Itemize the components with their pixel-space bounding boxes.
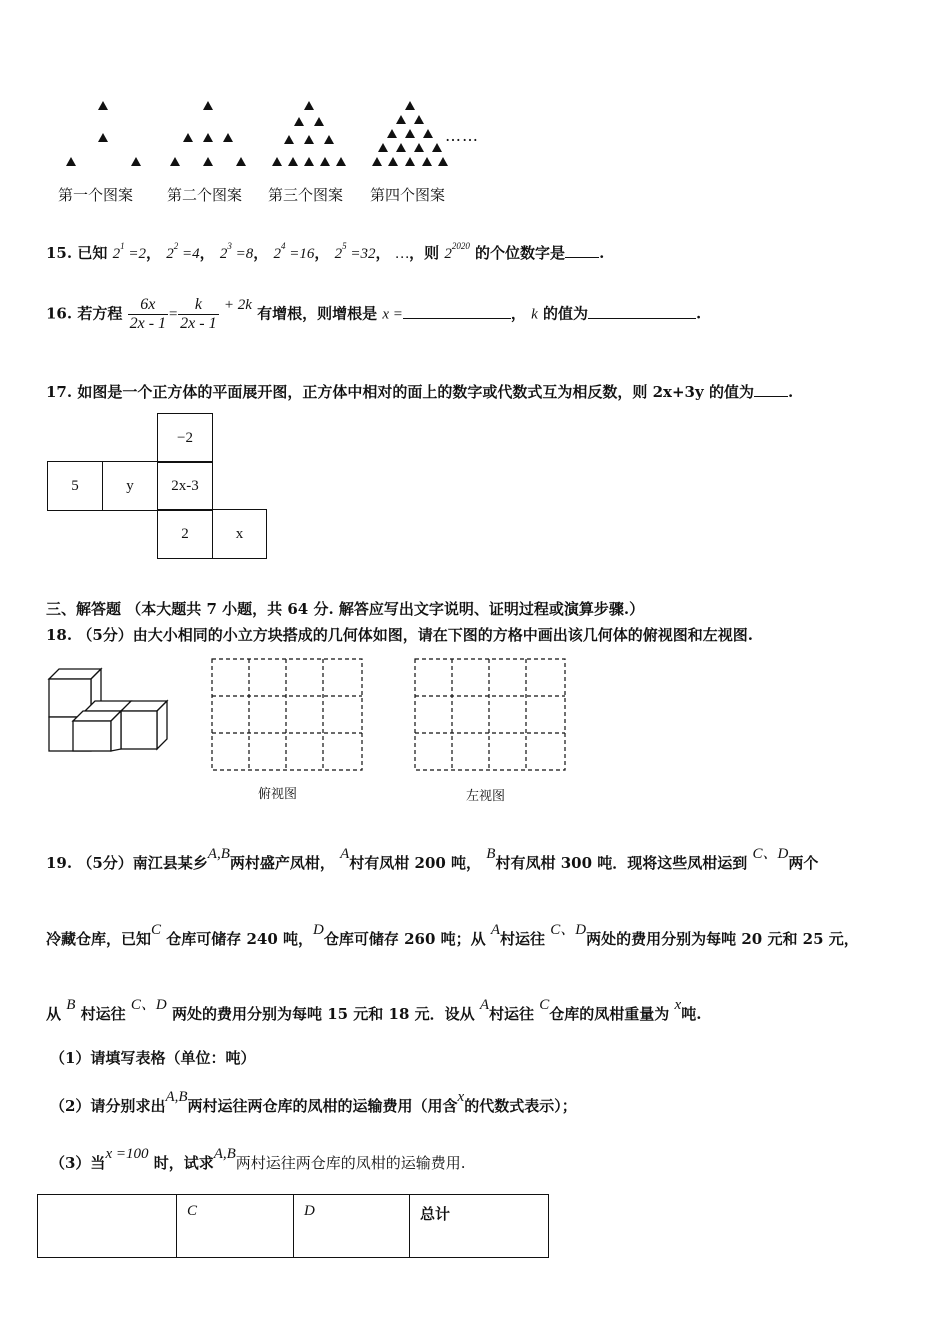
question-18: 18. （5分）由大小相同的小立方块搭成的几何体如图，请在下图的方格中画出该几何体的俯视图和左视图. bbox=[46, 626, 754, 644]
section-heading: 三、解答题 （本大题共 7 小题，共 64 分. 解答应写出文字说明、证明过程或演算步骤.） bbox=[46, 600, 645, 618]
top-view-label: 俯视图 bbox=[258, 786, 298, 801]
pattern-4 bbox=[372, 101, 448, 166]
left-view-grid[interactable] bbox=[414, 658, 568, 772]
net-cell-top: −2 bbox=[157, 413, 213, 463]
top-view-grid[interactable] bbox=[211, 658, 365, 772]
pattern-label-2: 第二个图案 bbox=[167, 186, 243, 204]
table-header-d: D bbox=[294, 1195, 410, 1258]
transport-table bbox=[37, 1194, 549, 1258]
net-cell-y: y bbox=[102, 461, 158, 511]
pattern-2 bbox=[170, 101, 246, 166]
sub-question-1: （1）请填写表格（单位：吨） bbox=[50, 1049, 256, 1067]
root-blank[interactable] bbox=[403, 318, 511, 319]
question-19-line-3: 从 B 村运往 C、D 两处的费用分别为每吨 15 元和 18 元．设从 A村运往 C仓库的凤柑重量为 x吨. bbox=[46, 997, 702, 1023]
k-value-blank[interactable] bbox=[588, 318, 696, 319]
pattern-label-4: 第四个图案 bbox=[370, 186, 446, 204]
question-19-line-2: 冷藏仓库，已知C 仓库可储存 240 吨，D仓库可储存 260 吨；从 A村运往 C、D两处的费用分别为每吨 20 元和 25 元， bbox=[46, 922, 859, 948]
table-header-blank[interactable] bbox=[38, 1195, 177, 1258]
left-view-label: 左视图 bbox=[466, 788, 506, 803]
answer-blank[interactable] bbox=[754, 396, 788, 397]
question-17: 17. 如图是一个正方体的平面展开图，正方体中相对的面上的数字或代数式互为相反数，则 2x+3y 的值为 . bbox=[46, 383, 794, 401]
net-cell-x: x bbox=[212, 509, 267, 559]
sub-question-3: （3）当x =100 时，试求A,B两村运往两仓库的凤柑的运输费用. bbox=[50, 1146, 466, 1172]
net-cell-2x-3: 2x-3 bbox=[157, 461, 213, 511]
net-cell-2: 2 bbox=[157, 509, 213, 559]
question-15: 15. 已知 $2^1 =2$， $2^2 =4$， $2^3 =8$， $2^4 =16$， $2^5 =32$， …，则 $2^{2020}$ 的个位数字是 . bbox=[46, 241, 605, 262]
cube-net bbox=[47, 413, 267, 558]
pattern-label-3: 第三个图案 bbox=[268, 186, 344, 204]
table-header-c: C bbox=[177, 1195, 294, 1258]
question-16: 16. 若方程 $\frac{6x}{2x - 1}$ = $\frac{k}{2x - 1}$ + 2k 有增根，则增根是 x = ， k 的值为 . bbox=[46, 296, 702, 332]
pattern-label-1: 第一个图案 bbox=[58, 186, 134, 204]
pattern-3 bbox=[272, 101, 346, 166]
pattern-1 bbox=[66, 101, 141, 166]
sub-question-2: （2）请分别求出A,B两村运往两仓库的凤柑的运输费用（用含x的代数式表示）； bbox=[50, 1089, 577, 1115]
net-cell-5: 5 bbox=[47, 461, 103, 511]
triangle-patterns bbox=[55, 95, 495, 175]
table-row bbox=[38, 1195, 549, 1258]
table-header-total: 总计 bbox=[410, 1195, 549, 1258]
pattern-ellipsis: …… bbox=[445, 126, 479, 145]
answer-blank[interactable] bbox=[565, 257, 599, 258]
cube-solid-figure bbox=[45, 665, 175, 755]
question-19-line-1: 19. （5分）南江县某乡A,B两村盛产凤柑， A村有凤柑 200 吨， B村有凤柑 300 吨．现将这些凤柑运到 C、D两个 bbox=[46, 846, 819, 872]
